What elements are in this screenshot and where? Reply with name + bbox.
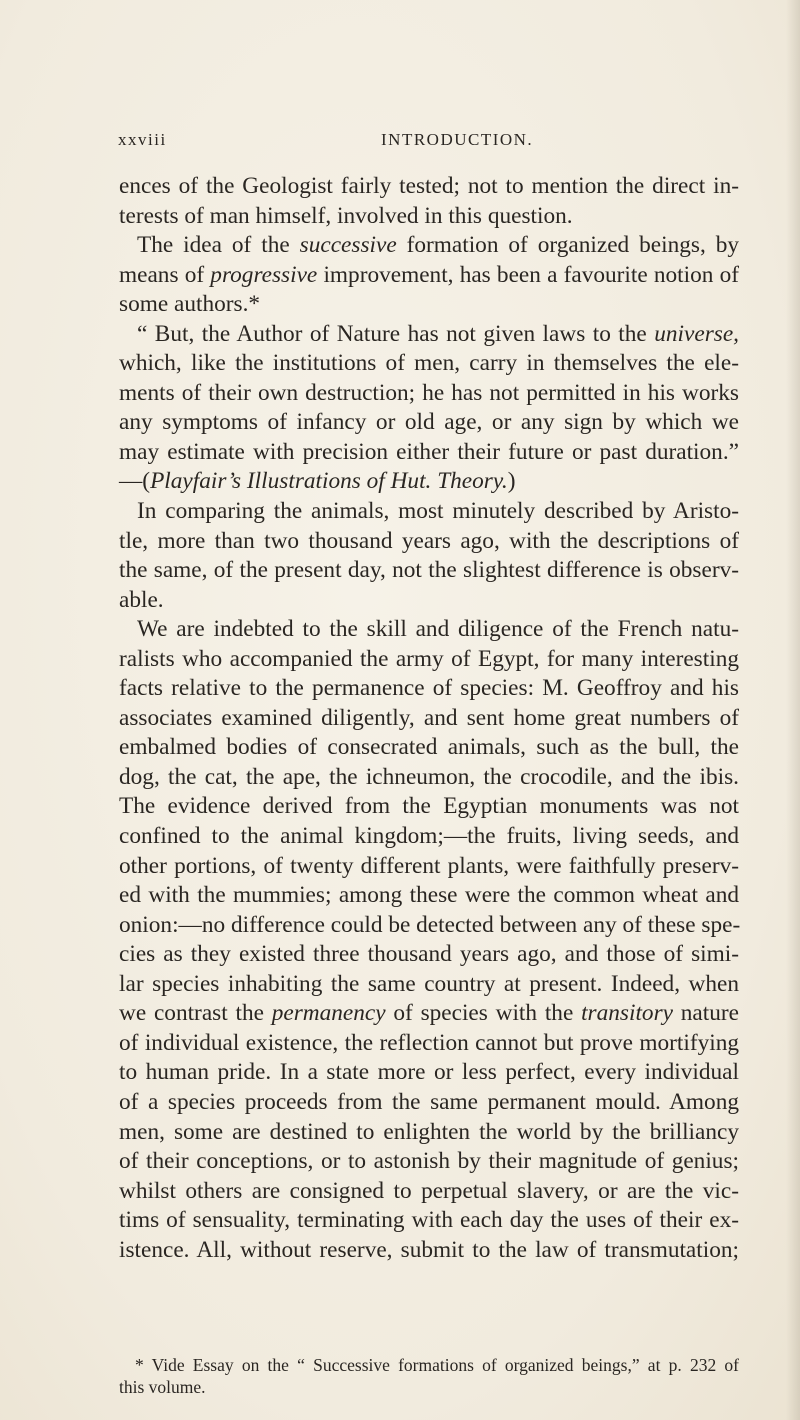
text-run: The idea of the — [137, 232, 300, 259]
text-run: —( — [119, 468, 151, 495]
italic-run: Playfair’s Illustrations of Hut. Theory. — [150, 468, 508, 495]
text-line: men, some are destined to enlighten the world by the brilliancy — [119, 1118, 739, 1145]
text-line — [119, 999, 739, 1029]
italic-run: transitory — [581, 1000, 673, 1027]
text-line: dog, the cat, the ape, the ichneumon, the crocodile, and the ibis. — [119, 763, 739, 790]
text-line — [119, 320, 739, 350]
text-run: formation of organized beings, by — [396, 232, 740, 259]
text-line: tims of sensuality, terminating with each day the uses of their ex- — [119, 1207, 739, 1234]
text-run: ) — [507, 468, 516, 495]
text-run: “ But, the Author of Nature has not given laws to the — [137, 320, 655, 347]
text-line: terests of man himself, involved in this question. — [119, 202, 573, 229]
text-run: improvement, has been a favourite notion of — [317, 261, 740, 288]
text-line — [119, 231, 739, 261]
page-number: xxviii — [118, 130, 167, 149]
text-line: confined to the animal kingdom;—the fruits, living seeds, and — [119, 823, 739, 850]
text-line: other portions, of twenty different plants, were faithfully preserv- — [119, 852, 739, 879]
text-line: any symptoms of infancy or old age, or any sign by which we — [119, 409, 739, 436]
text-line — [119, 467, 739, 497]
text-line: of their conceptions, or to astonish by their magnitude of genius; — [119, 1148, 739, 1175]
text-line: In comparing the animals, most minutely described by Aristo- — [137, 498, 739, 525]
text-line: of a species proceeds from the same permanent mould. Among — [119, 1088, 739, 1115]
footnote-line: * Vide Essay on the “ Successive formations of organized beings,” at p. 232 of — [135, 1355, 739, 1375]
text-run: we contrast the — [119, 1000, 272, 1027]
text-line: of individual existence, the reflection cannot but prove mortifying — [119, 1029, 739, 1056]
text-line: the same, of the present day, not the slightest difference is observ- — [119, 557, 739, 584]
running-title: INTRODUCTION. — [381, 130, 534, 149]
text-line: facts relative to the permanence of species: M. Geoffroy and his — [119, 675, 739, 702]
text-line: associates examined diligently, and sent home great numbers of — [119, 704, 739, 731]
text-line: lar species inhabiting the same country at present. Indeed, when — [119, 970, 739, 997]
text-run: means of — [119, 261, 211, 288]
footnote-line: this volume. — [119, 1377, 206, 1397]
italic-run: progressive — [210, 261, 318, 288]
text-run: of species with the — [385, 1000, 582, 1027]
text-line: whilst others are consigned to perpetual slavery, or are the vic- — [119, 1177, 739, 1204]
text-line: ed with the mummies; among these were the common wheat and — [119, 882, 739, 909]
body-text — [119, 172, 739, 1265]
italic-run: permanency — [271, 1000, 386, 1027]
text-run: nature — [672, 1000, 739, 1027]
text-line: may estimate with precision either their future or past duration.” — [119, 438, 739, 465]
italic-run: successive — [299, 232, 397, 259]
text-line: some authors.* — [119, 291, 261, 318]
text-line: tle, more than two thousand years ago, with the descriptions of — [119, 527, 739, 554]
text-line: which, like the institutions of men, carry in themselves the ele- — [119, 350, 739, 377]
page-edge-shadow — [786, 0, 800, 1420]
text-line: to human pride. In a state more or less perfect, every individual — [119, 1059, 739, 1086]
text-line — [119, 261, 739, 291]
text-line: cies as they existed three thousand years ago, and those of simi- — [119, 941, 739, 968]
text-line: We are indebted to the skill and diligence of the French natu- — [137, 616, 739, 643]
text-line: The evidence derived from the Egyptian monuments was not — [119, 793, 739, 820]
running-head — [118, 130, 718, 154]
text-line: embalmed bodies of consecrated animals, such as the bull, the — [119, 734, 739, 761]
text-line: istence. All, without reserve, submit to the law of transmutation; — [119, 1236, 739, 1263]
text-line: able. — [119, 586, 164, 613]
footnote — [119, 1354, 739, 1398]
text-line: ences of the Geologist fairly tested; not to mention the direct in- — [119, 173, 739, 199]
text-line: ments of their own destruction; he has not permitted in his works — [119, 379, 739, 406]
text-line: ralists who accompanied the army of Egypt, for many interesting — [119, 645, 739, 672]
text-line: onion:—no difference could be detected between any of these spe- — [119, 911, 741, 938]
italic-run: universe, — [654, 320, 739, 347]
